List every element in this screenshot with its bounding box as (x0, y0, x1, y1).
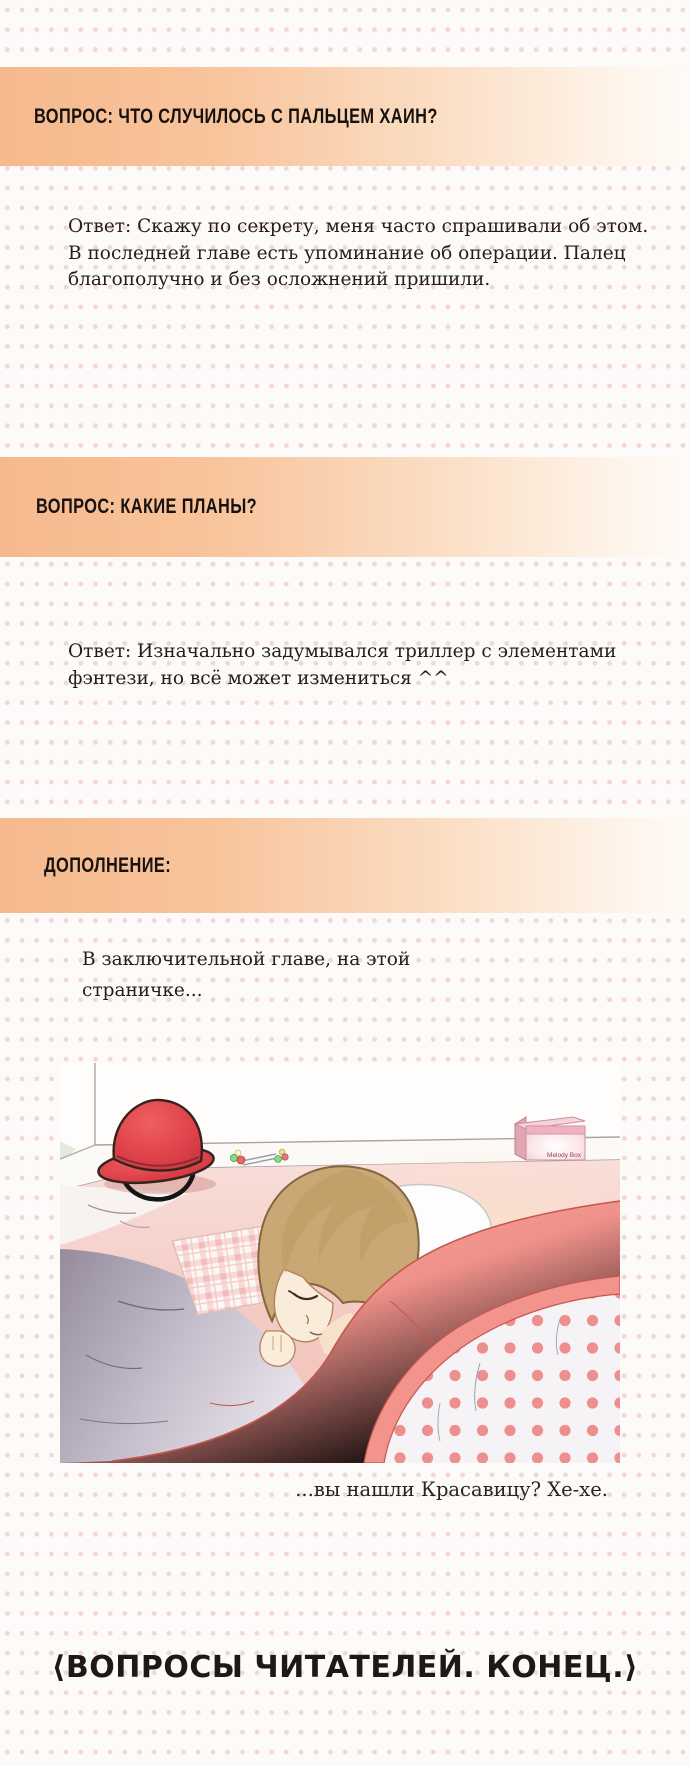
bedroom-illustration-svg (60, 1063, 620, 1463)
answer-1-line-2: В последней главе есть упоминание об операции. Палец (68, 242, 626, 264)
answer-text-2 (68, 639, 616, 692)
question-banner-2 (0, 457, 690, 557)
bedroom-illustration (60, 1063, 620, 1463)
illustration-caption: ...вы нашли Красавицу? Хе-хе. (295, 1478, 608, 1501)
addition-heading: ДОПОЛНЕНИЕ: (44, 853, 172, 877)
answer-2-line-2: фэнтези, но всё может измениться ^^ (68, 667, 449, 689)
girl-hand (260, 1331, 295, 1366)
footer-title: ⟨ВОПРОСЫ ЧИТАТЕЛЕЙ. КОНЕЦ.⟩ (51, 1650, 639, 1685)
note-line-1: В заключительной главе, на этой (82, 949, 411, 970)
note-line-2: страничке... (82, 980, 203, 1001)
answer-text-1 (68, 214, 648, 294)
answer-1-line-1: Ответ: Скажу по секрету, меня часто спрашивали об этом. (68, 216, 649, 237)
answer-2-line-1: Ответ: Изначально задумывался триллер с элементами (68, 641, 617, 662)
addition-note (82, 944, 410, 1006)
melody-box-label: Melody Box (547, 1152, 581, 1159)
question-1-label: ВОПРОС: ЧТО СЛУЧИЛОСЬ С ПАЛЬЦЕМ ХАИН? (34, 104, 438, 128)
answer-1-line-3: благополучно и без осложнений пришили. (68, 269, 491, 290)
addition-banner (0, 818, 690, 913)
question-2-label: ВОПРОС: КАКИЕ ПЛАНЫ? (36, 495, 258, 518)
question-banner-1 (0, 67, 690, 166)
